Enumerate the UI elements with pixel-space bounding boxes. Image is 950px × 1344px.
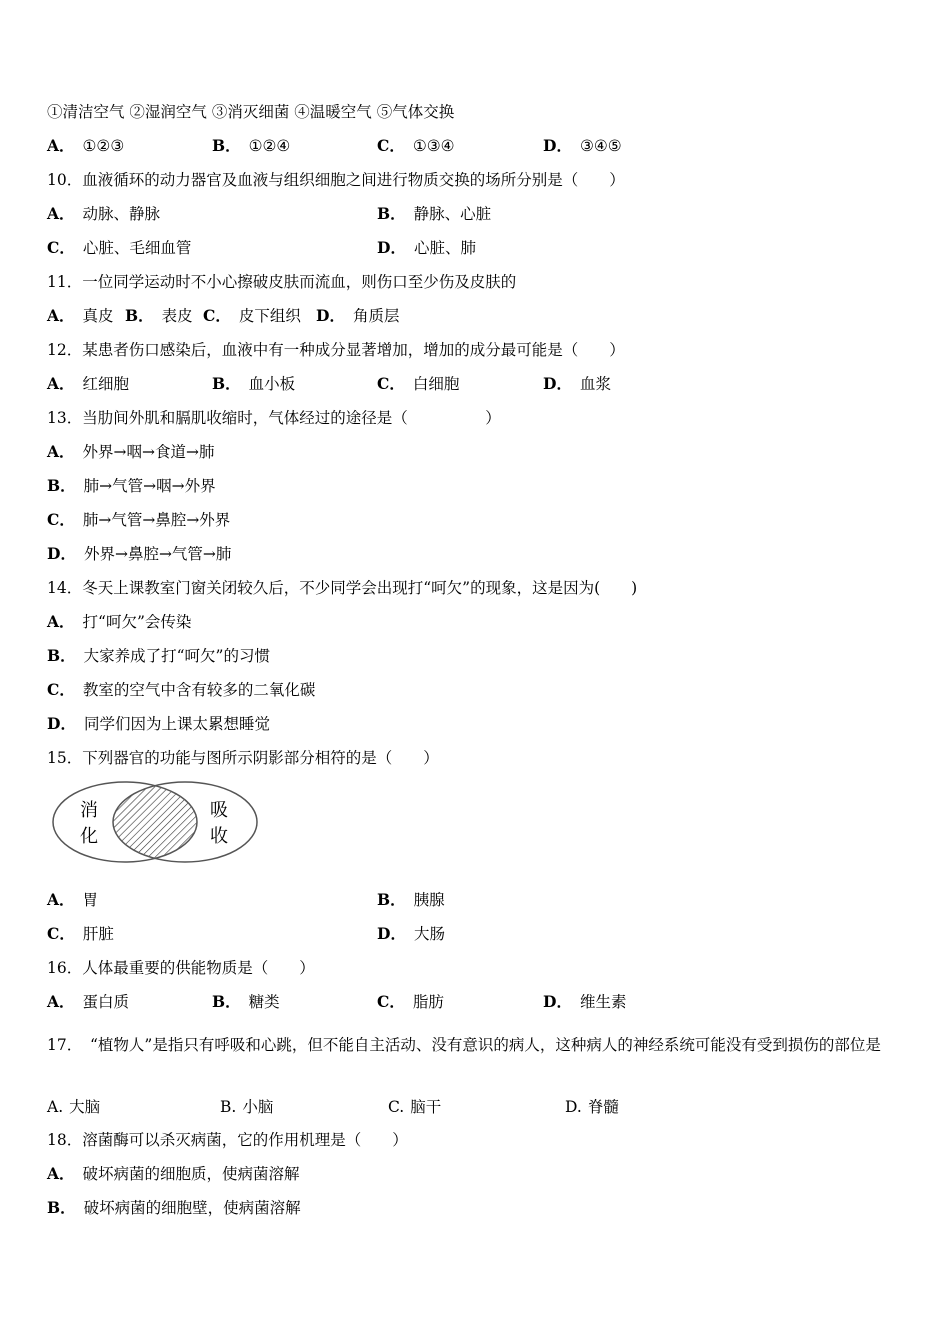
right-label-1: 吸 [210,800,228,821]
q10-option-c: C． 心脏、毛细血管 [47,238,192,257]
q14-option-d: D． 同学们因为上课太累想睡觉 [47,714,270,733]
q13-stem: 13．当肋间外肌和膈肌收缩时，气体经过的途径是（ ） [47,409,501,427]
q12-stem: 12．某患者伤口感染后，血液中有一种成分显著增加，增加的成分最可能是（ ） [47,341,625,359]
q15-option-a: A． 胃 [47,890,99,909]
q14-option-c: C． 教室的空气中含有较多的二氧化碳 [47,680,316,699]
q15-option-d: D． 大肠 [377,924,445,943]
venn-diagram [50,778,260,866]
q10-option-d: D． 心脏、肺 [377,238,476,257]
left-label-2: 化 [80,826,98,847]
q17-stem: 17． “植物人”是指只有呼吸和心跳，但不能自主活动、没有意识的病人，这种病人的神经系统可能没有受到损伤的部位是 [47,1036,881,1054]
q11-option-a: A． 真皮 [47,306,114,325]
q16-option-c: C． 脂肪 [377,992,444,1011]
q14-stem: 14．冬天上课教室门窗关闭较久后，不少同学会出现打“呵欠”的现象，这是因为( ) [47,579,638,597]
q15-option-c: C． 肝脏 [47,924,114,943]
q9-items-line: ①清洁空气 ②湿润空气 ③消灭细菌 ④温暖空气 ⑤气体交换 [47,103,455,121]
q13-option-a: A． 外界→咽→食道→肺 [47,442,215,461]
q17-option-d: D. 脊髓 [565,1098,619,1116]
left-label-1: 消 [80,800,98,821]
q15-stem: 15．下列器官的功能与图所示阴影部分相符的是（ ） [47,749,439,767]
q11-option-c: C． 皮下组织 [203,306,301,325]
q13-option-c: C． 肺→气管→鼻腔→外界 [47,510,231,529]
q13-option-d: D． 外界→鼻腔→气管→肺 [47,544,232,563]
q17-option-b: B. 小脑 [220,1098,274,1116]
q9-option-b: B． ①②④ [212,136,291,155]
q18-stem: 18．溶菌酶可以杀灭病菌，它的作用机理是（ ） [47,1131,408,1149]
q14-option-a: A． 打“呵欠”会传染 [47,612,192,631]
q12-option-d: D． 血浆 [543,374,611,393]
right-label-2: 收 [210,826,228,847]
q12-option-b: B． 血小板 [212,374,296,393]
q14-option-b: B． 大家养成了打“呵欠”的习惯 [47,646,270,665]
q9-option-c: C． ①③④ [377,136,455,155]
q16-stem: 16．人体最重要的供能物质是（ ） [47,959,315,977]
q10-stem: 10．血液循环的动力器官及血液与组织细胞之间进行物质交换的场所分别是（ ） [47,171,625,189]
q12-option-a: A． 红细胞 [47,374,130,393]
q18-option-b: B． 破坏病菌的细胞壁，使病菌溶解 [47,1198,301,1217]
q16-option-a: A． 蛋白质 [47,992,130,1011]
q16-option-d: D． 维生素 [543,992,627,1011]
q9-option-a: A． ①②③ [47,136,125,155]
q13-option-b: B． 肺→气管→咽→外界 [47,476,216,495]
q9-option-d: D． ③④⑤ [543,136,622,155]
q11-option-b: B． 表皮 [125,306,193,325]
q17-option-a: A. 大脑 [47,1098,101,1116]
q12-option-c: C． 白细胞 [377,374,460,393]
q11-option-d: D． 角质层 [316,306,400,325]
q15-option-b: B． 胰腺 [377,890,445,909]
q10-option-a: A． 动脉、静脉 [47,204,161,223]
q11-stem: 11．一位同学运动时不小心擦破皮肤而流血，则伤口至少伤及皮肤的 [47,273,517,291]
q10-option-b: B． 静脉、心脏 [377,204,492,223]
q17-option-c: C. 脑干 [388,1098,442,1116]
q18-option-a: A． 破坏病菌的细胞质，使病菌溶解 [47,1164,300,1183]
q16-option-b: B． 糖类 [212,992,280,1011]
